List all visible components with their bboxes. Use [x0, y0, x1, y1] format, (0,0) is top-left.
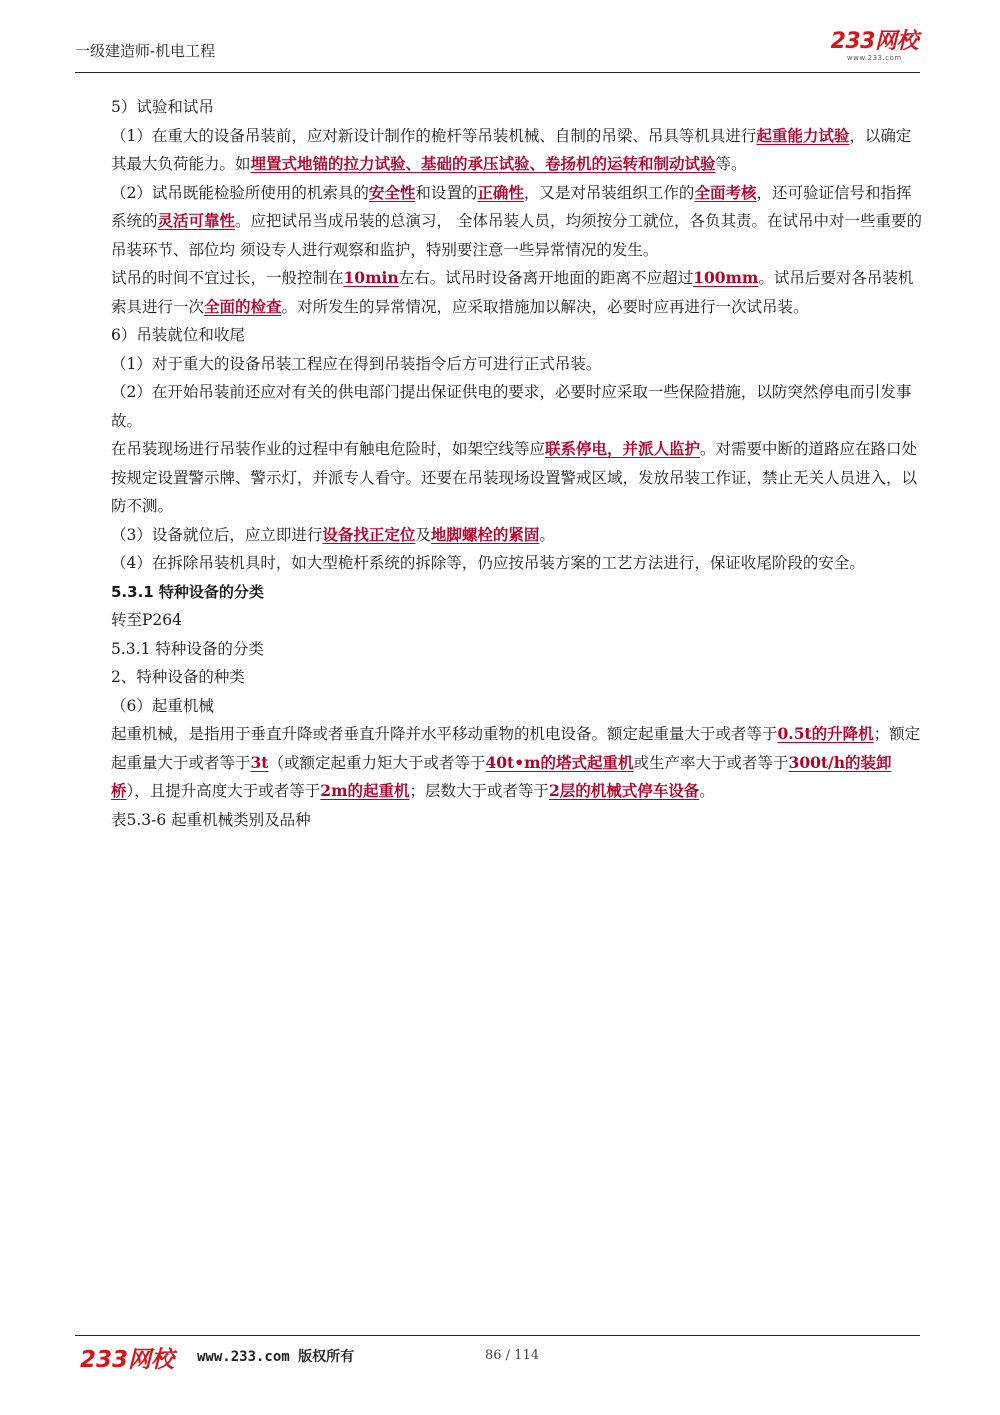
- page-header: [75, 28, 920, 72]
- paragraph: （1）对于重大的设备吊装工程应在得到吊装指令后方可进行正式吊装。: [111, 354, 602, 373]
- subheading-cranes: （6）起重机械: [111, 696, 214, 715]
- logo-text: 233网校: [830, 29, 918, 54]
- page-reference: 转至P264: [111, 611, 183, 629]
- highlight: 安全性: [368, 182, 416, 202]
- paragraph: （4）在拆除吊装机具时，如大型桅杆系统的拆除等，仍应按吊装方案的工艺方法进行，保证收尾阶段的安全。: [111, 554, 865, 572]
- highlight: 起重能力试验: [756, 125, 850, 145]
- paragraph: （3）设备就位后，应立即进行设备找正定位及地脚螺栓的紧固。: [111, 524, 555, 544]
- header-divider: [75, 72, 920, 73]
- highlight: 全面考核: [694, 182, 757, 202]
- highlight: 2层的机械式停车设备: [548, 781, 700, 800]
- highlight: 100mm: [693, 268, 759, 287]
- subheading-positioning: 6）吊装就位和收尾: [111, 326, 245, 344]
- subheading-types: 2、特种设备的种类: [111, 668, 245, 686]
- paragraph: （2）试吊既能检验所使用的机索具的安全性和设置的正确性，又是对吊装组织工作的全面考核，还可验证信号和指挥系统的灵活可靠性。应把试吊当成吊装的总演习， 全体吊装人员，均须按分工就位，各负其责。在试吊中对一些重要的吊装环节、部位均 须设专人进行观察和监护，特别要注意一些异常情况的发生。: [111, 182, 922, 259]
- footer-logo: 233网校: [80, 1347, 175, 1373]
- highlight: 300t/h的装卸桥: [111, 752, 892, 800]
- header-title: 一级建造师-机电工程: [75, 42, 216, 60]
- table-caption: 表5.3-6 起重机械类别及品种: [111, 810, 311, 829]
- highlight: 埋置式地锚的拉力试验、基础的承压试验、卷扬机的运转和制动试验: [250, 154, 716, 173]
- highlight: 2m的起重机: [320, 781, 410, 800]
- highlight: 40t•m的塔式起重机: [485, 752, 634, 772]
- highlight: 灵活可靠性: [157, 211, 236, 230]
- highlight: 0.5t的升降机: [777, 724, 874, 743]
- paragraph: 起重机械，是指用于垂直升降或者垂直升降并水平移动重物的机电设备。额定起重量大于或者等于0.5t的升降机；额定起重量大于或者等于3t（或额定起重力矩大于或者等于40t•m的塔式起重机或生产率大于或者等于300t/h的装卸桥），且提升高度大于或者等于2m的起重机；层数大于或者等于2层的机械式停车设备。: [111, 724, 921, 800]
- highlight: 全面的检查: [204, 296, 282, 316]
- subheading-test-lift: 5）试验和试吊: [111, 98, 214, 116]
- highlight: 设备找正定位: [322, 524, 416, 544]
- highlight: 3t: [250, 752, 269, 772]
- highlight: 10min: [343, 268, 399, 287]
- highlight: 正确性: [477, 182, 524, 202]
- paragraph: 在吊装现场进行吊装作业的过程中有触电危险时，如架空线等应联系停电，并派人监护。对需要中断的道路应在路口处按规定设置警示牌、警示灯，并派专人看守。还要在吊装现场设置警戒区域，发放吊装工作证，禁止无关人员进入，以防不测。: [111, 439, 918, 515]
- header-logo: [831, 30, 918, 62]
- highlight: 联系停电，并派人监护: [545, 439, 701, 458]
- paragraph: （2）在开始吊装前还应对有关的供电部门提出保证供电的要求，必要时应采取一些保险措施，以防突然停电而引发事故。: [111, 383, 912, 430]
- section-heading: 5.3.1 特种设备的分类: [111, 582, 264, 601]
- paragraph: 试吊的时间不宜过长，一般控制在10min左右。试吊时设备离开地面的距离不应超过100mm。试吊后要对各吊装机索具进行一次全面的检查。对所发生的异常情况，应采取措施加以解决，必要时应再进行一次试吊装。: [111, 268, 914, 316]
- footer-divider: [75, 1335, 920, 1336]
- footer-site: www.233.com 版权所有: [197, 1349, 355, 1365]
- document-body: [75, 93, 925, 834]
- page-footer: [75, 1341, 920, 1371]
- highlight: 地脚螺栓的紧固: [430, 524, 540, 544]
- section-heading-repeat: 5.3.1 特种设备的分类: [111, 639, 264, 658]
- paragraph: （1）在重大的设备吊装前，应对新设计制作的桅杆等吊装机械、自制的吊梁、吊具等机具进行起重能力试验，以确定其最大负荷能力。如埋置式地锚的拉力试验、基础的承压试验、卷扬机的运转和制动试验等。: [111, 125, 912, 173]
- logo-url: www.233.com: [846, 54, 902, 62]
- page-number: 86 / 114: [485, 1348, 539, 1363]
